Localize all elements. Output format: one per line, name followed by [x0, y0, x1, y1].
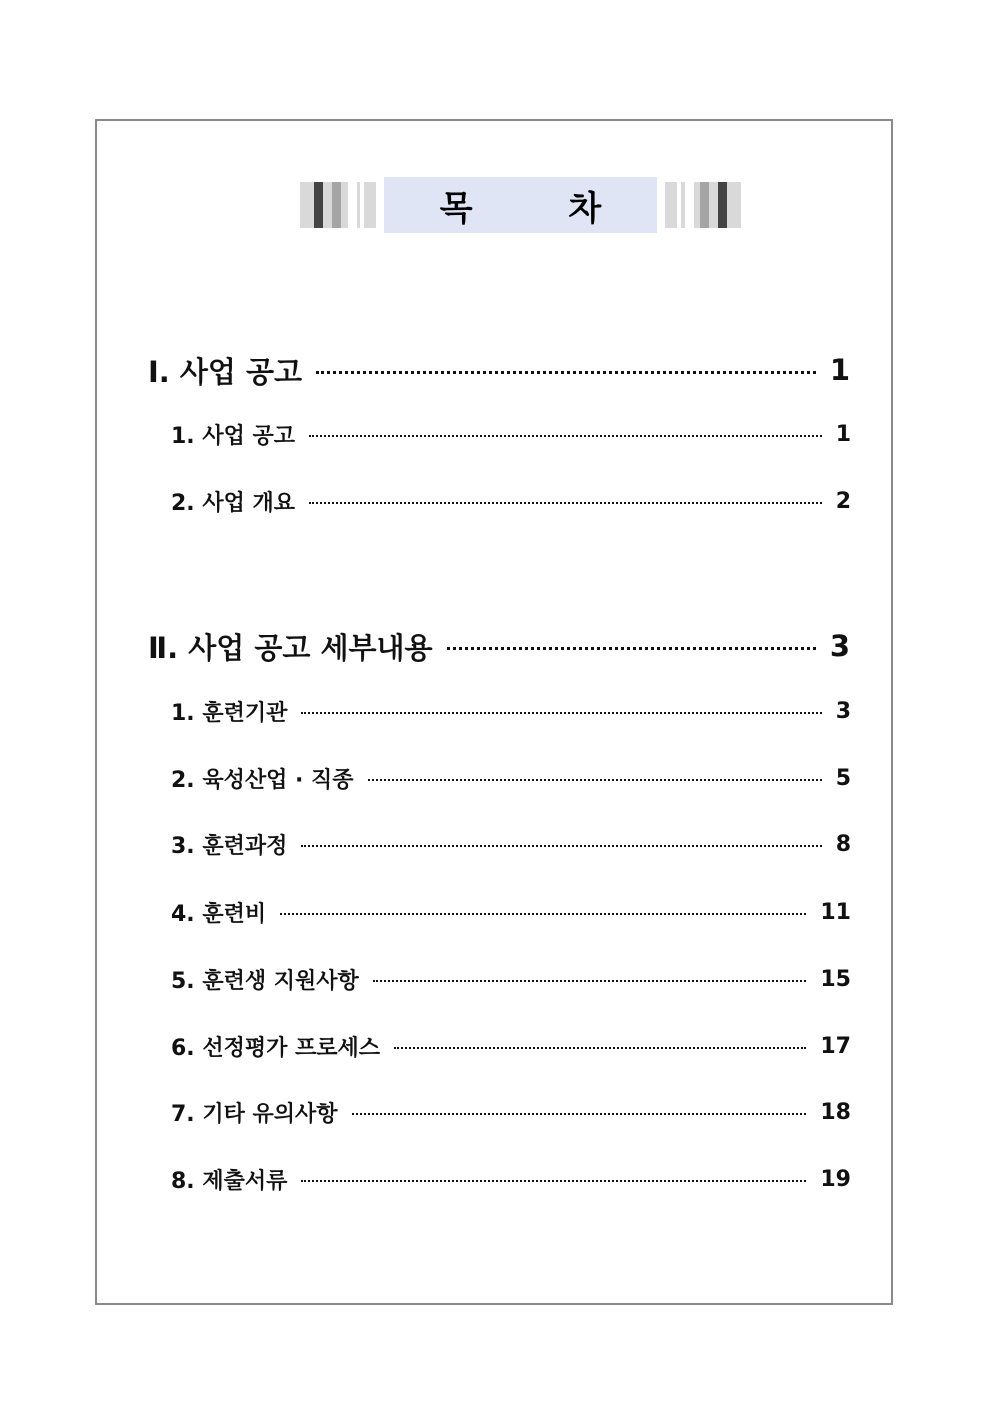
toc-item-label: 8. 제출서류 [171, 1168, 288, 1194]
dot-leader [368, 779, 822, 781]
toc-item[interactable] [171, 1163, 851, 1195]
title-decoration-right [665, 182, 741, 228]
dot-leader [316, 371, 816, 374]
dot-leader [301, 1180, 806, 1182]
toc-item-label: 3. 훈련과정 [171, 833, 288, 859]
toc-item-label: 2. 육성산업 · 직종 [171, 767, 354, 793]
toc-page-number: 15 [820, 966, 851, 992]
toc-item[interactable] [171, 762, 851, 794]
dot-leader [280, 913, 806, 915]
dot-leader [447, 647, 816, 650]
toc-page-number: 3 [829, 629, 850, 663]
toc-page-number: 19 [820, 1166, 851, 1192]
toc-page-number: 18 [820, 1099, 851, 1125]
dot-leader [309, 502, 822, 504]
toc-page-number: 8 [835, 831, 851, 857]
toc-item[interactable] [171, 695, 851, 727]
dot-leader [373, 980, 807, 982]
toc-page-number: 5 [835, 765, 851, 791]
toc-page-number: 1 [835, 421, 851, 447]
toc-title-box [384, 177, 657, 233]
toc-item-label: 5. 훈련생 지원사항 [171, 968, 359, 994]
dot-leader [301, 845, 821, 847]
dot-leader [352, 1113, 807, 1115]
toc-item[interactable] [171, 1030, 851, 1062]
toc-item-label: 2. 사업 개요 [171, 490, 295, 516]
toc-title: 목 차 [439, 188, 644, 229]
toc-item-label: 4. 훈련비 [171, 901, 267, 927]
toc-item-label: 1. 훈련기관 [171, 700, 288, 726]
toc-section-2[interactable] [148, 626, 850, 666]
toc-item[interactable] [171, 896, 851, 928]
toc-item-label: 1. 사업 공고 [171, 423, 295, 449]
toc-page-number: 1 [829, 353, 850, 387]
toc-section-label: Ⅱ. 사업 공고 세부내용 [148, 630, 433, 665]
toc-item[interactable] [171, 963, 851, 995]
toc-page-number: 11 [820, 899, 851, 925]
dot-leader [309, 435, 822, 437]
toc-item-label: 6. 선정평가 프로세스 [171, 1035, 380, 1061]
toc-item-label: 7. 기타 유의사항 [171, 1101, 338, 1127]
toc-item[interactable] [171, 418, 851, 450]
toc-item[interactable] [171, 1096, 851, 1128]
dot-leader [394, 1047, 806, 1049]
toc-title-block [0, 177, 992, 233]
toc-page-number: 17 [820, 1033, 851, 1059]
toc-section-1[interactable] [148, 350, 850, 390]
toc-item[interactable] [171, 485, 851, 517]
dot-leader [301, 712, 821, 714]
toc-page-number: 3 [835, 698, 851, 724]
title-decoration-left [300, 182, 376, 228]
toc-section-label: Ⅰ. 사업 공고 [148, 354, 303, 389]
toc-page-number: 2 [835, 488, 851, 514]
toc-item[interactable] [171, 828, 851, 860]
